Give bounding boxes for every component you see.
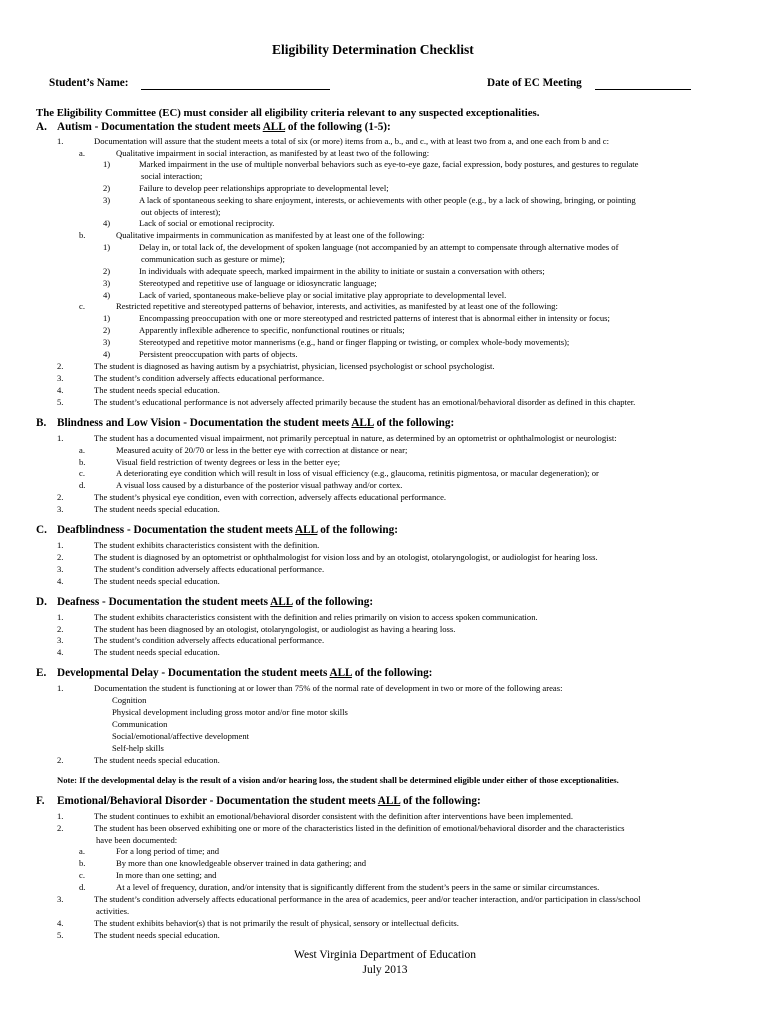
section-e-heading: Developmental Delay - Documentation the student meets ALL of the following:: [57, 667, 433, 679]
item-num: 1.: [57, 433, 64, 443]
area-item: Self-help skills: [112, 743, 164, 753]
checklist-item-cont: activities.: [96, 906, 130, 916]
item-num: a.: [79, 148, 85, 158]
checklist-item: The student needs special education.: [94, 385, 220, 395]
checklist-item: Stereotyped and repetitive use of language or idiosyncratic language;: [139, 278, 377, 288]
checklist-item: The student needs special education.: [94, 504, 220, 514]
item-num: 1.: [57, 811, 64, 821]
item-num: 3.: [57, 635, 64, 645]
area-item: Cognition: [112, 695, 147, 705]
item-num: 2.: [57, 624, 64, 634]
checklist-item: By more than one knowledgeable observer trained in data gathering; and: [116, 858, 367, 868]
item-num: a.: [79, 846, 85, 856]
checklist-item: Qualitative impairments in communication as manifested by at least one of the following:: [116, 230, 425, 240]
checklist-item: Lack of social or emotional reciprocity.: [139, 218, 275, 228]
checklist-item: Documentation will assure that the student meets a total of six (or more) items from a., b., and c., with at least two from a, and one each from b and c:: [94, 136, 609, 146]
item-num: 2.: [57, 492, 64, 502]
checklist-item: Lack of varied, spontaneous make-believe play or social imitative play appropriate to developmental level.: [139, 290, 507, 300]
checklist-item: Failure to develop peer relationships appropriate to developmental level;: [139, 183, 389, 193]
item-num: c.: [79, 301, 85, 311]
checklist-item: The student is diagnosed as having autism by a psychiatrist, physician, licensed psychologist or school psychologist.: [94, 361, 495, 371]
item-num: 4): [103, 290, 111, 300]
checklist-item: Restricted repetitive and stereotyped patterns of behavior, interests, and activities, as manifested by at least one of the following:: [116, 301, 558, 311]
item-num: 1.: [57, 540, 64, 550]
checklist-item-cont: communication such as gesture or mime);: [141, 254, 285, 264]
item-num: c.: [79, 870, 85, 880]
section-c-heading: Deafblindness - Documentation the student meets ALL of the following:: [57, 524, 398, 536]
item-num: 1): [103, 313, 111, 323]
checklist-item: Encompassing preoccupation with one or more stereotyped and restricted patterns of interest that is abnormal either in intensity or focus;: [139, 313, 610, 323]
checklist-item: A visual loss caused by a disturbance of the posterior visual pathway and/or cortex.: [116, 480, 403, 490]
section-f-letter: F.: [36, 795, 45, 807]
checklist-item-cont: have been documented:: [96, 835, 178, 845]
date-field[interactable]: [595, 89, 691, 90]
checklist-item: The student continues to exhibit an emotional/behavioral disorder consistent with the definition after interventions have been implemented.: [94, 811, 573, 821]
item-num: 4): [103, 349, 111, 359]
checklist-item: The student has a documented visual impairment, not primarily perceptual in nature, as determined by an optometrist or ophthalmologist or neurologist:: [94, 433, 617, 443]
checklist-item: In individuals with adequate speech, marked impairment in the ability to initiate or sustain a conversation with others;: [139, 266, 545, 276]
item-num: 2.: [57, 755, 64, 765]
checklist-item: In more than one setting; and: [116, 870, 217, 880]
item-num: 3): [103, 337, 111, 347]
item-num: 3.: [57, 504, 64, 514]
checklist-item-cont: out objects of interest);: [141, 207, 221, 217]
checklist-item: The student needs special education.: [94, 755, 220, 765]
checklist-item: The student’s condition adversely affects educational performance.: [94, 635, 325, 645]
checklist-item: Visual field restriction of twenty degrees or less in the better eye;: [116, 457, 341, 467]
checklist-item: Marked impairment in the use of multiple nonverbal behaviors such as eye-to-eye gaze, facial expression, body postures, and gestures to regulate: [139, 159, 639, 169]
item-num: 1): [103, 159, 111, 169]
checklist-item: The student is diagnosed by an optometrist or ophthalmologist for vision loss and by an otologist, otolaryngologist, or audiologist for hearing loss.: [94, 552, 598, 562]
item-num: 1.: [57, 683, 64, 693]
checklist-item: A deteriorating eye condition which will result in loss of visual efficiency (e.g., glaucoma, retinitis pigmentosa, or macular degeneration); or: [116, 468, 599, 478]
item-num: 5.: [57, 397, 64, 407]
section-b-heading: Blindness and Low Vision - Documentation the student meets ALL of the following:: [57, 417, 455, 429]
item-num: 2.: [57, 361, 64, 371]
checklist-item: Persistent preoccupation with parts of objects.: [139, 349, 298, 359]
intro-text: The Eligibility Committee (EC) must consider all eligibility criteria relevant to any suspected exceptionalities.: [36, 107, 540, 119]
checklist-item: Qualitative impairment in social interaction, as manifested by at least two of the following:: [116, 148, 430, 158]
page-title: Eligibility Determination Checklist: [272, 42, 474, 57]
area-item: Communication: [112, 719, 168, 729]
item-num: 2): [103, 266, 111, 276]
item-num: 3.: [57, 564, 64, 574]
checklist-item: Documentation the student is functioning at or lower than 75% of the normal rate of development in two or more of the following areas:: [94, 683, 563, 693]
checklist-item: The student exhibits behavior(s) that is not primarily the result of physical, sensory or intellectual deficits.: [94, 918, 459, 928]
item-num: 3.: [57, 894, 64, 904]
item-num: 2.: [57, 823, 64, 833]
note: Note: If the developmental delay is the result of a vision and/or hearing loss, the student shall be determined eligible under either of those exceptionalities.: [57, 775, 619, 785]
item-num: 4.: [57, 918, 64, 928]
item-num: 4.: [57, 647, 64, 657]
checklist-item: Delay in, or total lack of, the development of spoken language (not accompanied by an attempt to compensate through alternative modes of: [139, 242, 619, 252]
item-num: 2.: [57, 552, 64, 562]
item-num: 3): [103, 278, 111, 288]
item-num: d.: [79, 480, 86, 490]
item-num: a.: [79, 445, 85, 455]
checklist-item: The student needs special education.: [94, 647, 220, 657]
section-d-heading: Deafness - Documentation the student meets ALL of the following:: [57, 596, 374, 608]
checklist-item: The student has been diagnosed by an otologist, otolaryngologist, or audiologist as having a hearing loss.: [94, 624, 456, 634]
item-num: 2): [103, 183, 111, 193]
footer-date: July 2013: [362, 964, 408, 976]
item-num: 1.: [57, 612, 64, 622]
checklist-item: The student’s condition adversely affects educational performance in the area of academics, peer and/or teacher interaction, and/or participation in class/school: [94, 894, 641, 904]
section-a-letter: A.: [36, 121, 47, 133]
checklist-item: The student’s condition adversely affects educational performance.: [94, 373, 325, 383]
item-num: 3.: [57, 373, 64, 383]
item-num: 3): [103, 195, 111, 205]
item-num: b.: [79, 858, 86, 868]
checklist-item: Measured acuity of 20/70 or less in the better eye with correction at distance or near;: [116, 445, 408, 455]
checklist-item-cont: social interaction;: [141, 171, 203, 181]
footer-department: West Virginia Department of Education: [294, 949, 476, 961]
item-num: 4): [103, 218, 111, 228]
checklist-item: The student’s condition adversely affects educational performance.: [94, 564, 325, 574]
date-label: Date of EC Meeting: [487, 77, 582, 89]
checklist-item: At a level of frequency, duration, and/or intensity that is significantly different from the student’s peers in the same or similar circumstances.: [116, 882, 600, 892]
checklist-item: The student’s physical eye condition, even with correction, adversely affects educational performance.: [94, 492, 447, 502]
item-num: b.: [79, 230, 86, 240]
section-f-heading: Emotional/Behavioral Disorder - Documentation the student meets ALL of the following:: [57, 795, 481, 807]
checklist-item: The student has been observed exhibiting one or more of the characteristics listed in the definition of emotional/behavioral disorder and the characteristics: [94, 823, 625, 833]
item-num: 1): [103, 242, 111, 252]
section-c-letter: C.: [36, 524, 47, 536]
section-a-heading: Autism - Documentation the student meets ALL of the following (1-5):: [57, 121, 391, 133]
area-item: Social/emotional/affective development: [112, 731, 250, 741]
checklist-item: The student needs special education.: [94, 576, 220, 586]
checklist-item: For a long period of time; and: [116, 846, 220, 856]
checklist-item: A lack of spontaneous seeking to share enjoyment, interests, or achievements with other people (e.g., by a lack of showing, bringing, or pointing: [139, 195, 636, 205]
item-num: 1.: [57, 136, 64, 146]
area-item: Physical development including gross motor and/or fine motor skills: [112, 707, 348, 717]
section-b-letter: B.: [36, 417, 47, 429]
section-e-letter: E.: [36, 667, 47, 679]
item-num: c.: [79, 468, 85, 478]
student-name-label: Student’s Name:: [49, 77, 129, 89]
student-name-field[interactable]: [141, 89, 330, 90]
checklist-item: The student exhibits characteristics consistent with the definition.: [94, 540, 320, 550]
item-num: b.: [79, 457, 86, 467]
checklist-item: Apparently inflexible adherence to specific, nonfunctional routines or rituals;: [139, 325, 405, 335]
item-num: 4.: [57, 385, 64, 395]
checklist-item: The student needs special education.: [94, 930, 220, 940]
item-num: 5.: [57, 930, 64, 940]
checklist-item: The student’s educational performance is not adversely affected primarily because the student has an emotional/behavioral disorder as defined in this chapter.: [94, 397, 636, 407]
checklist-item: The student exhibits characteristics consistent with the definition and relies primarily on vision to access spoken communication.: [94, 612, 538, 622]
checklist-item: Stereotyped and repetitive motor mannerisms (e.g., hand or finger flapping or twisting, or complex whole-body movements);: [139, 337, 570, 347]
item-num: 2): [103, 325, 111, 335]
section-d-letter: D.: [36, 596, 47, 608]
item-num: 4.: [57, 576, 64, 586]
item-num: d.: [79, 882, 86, 892]
